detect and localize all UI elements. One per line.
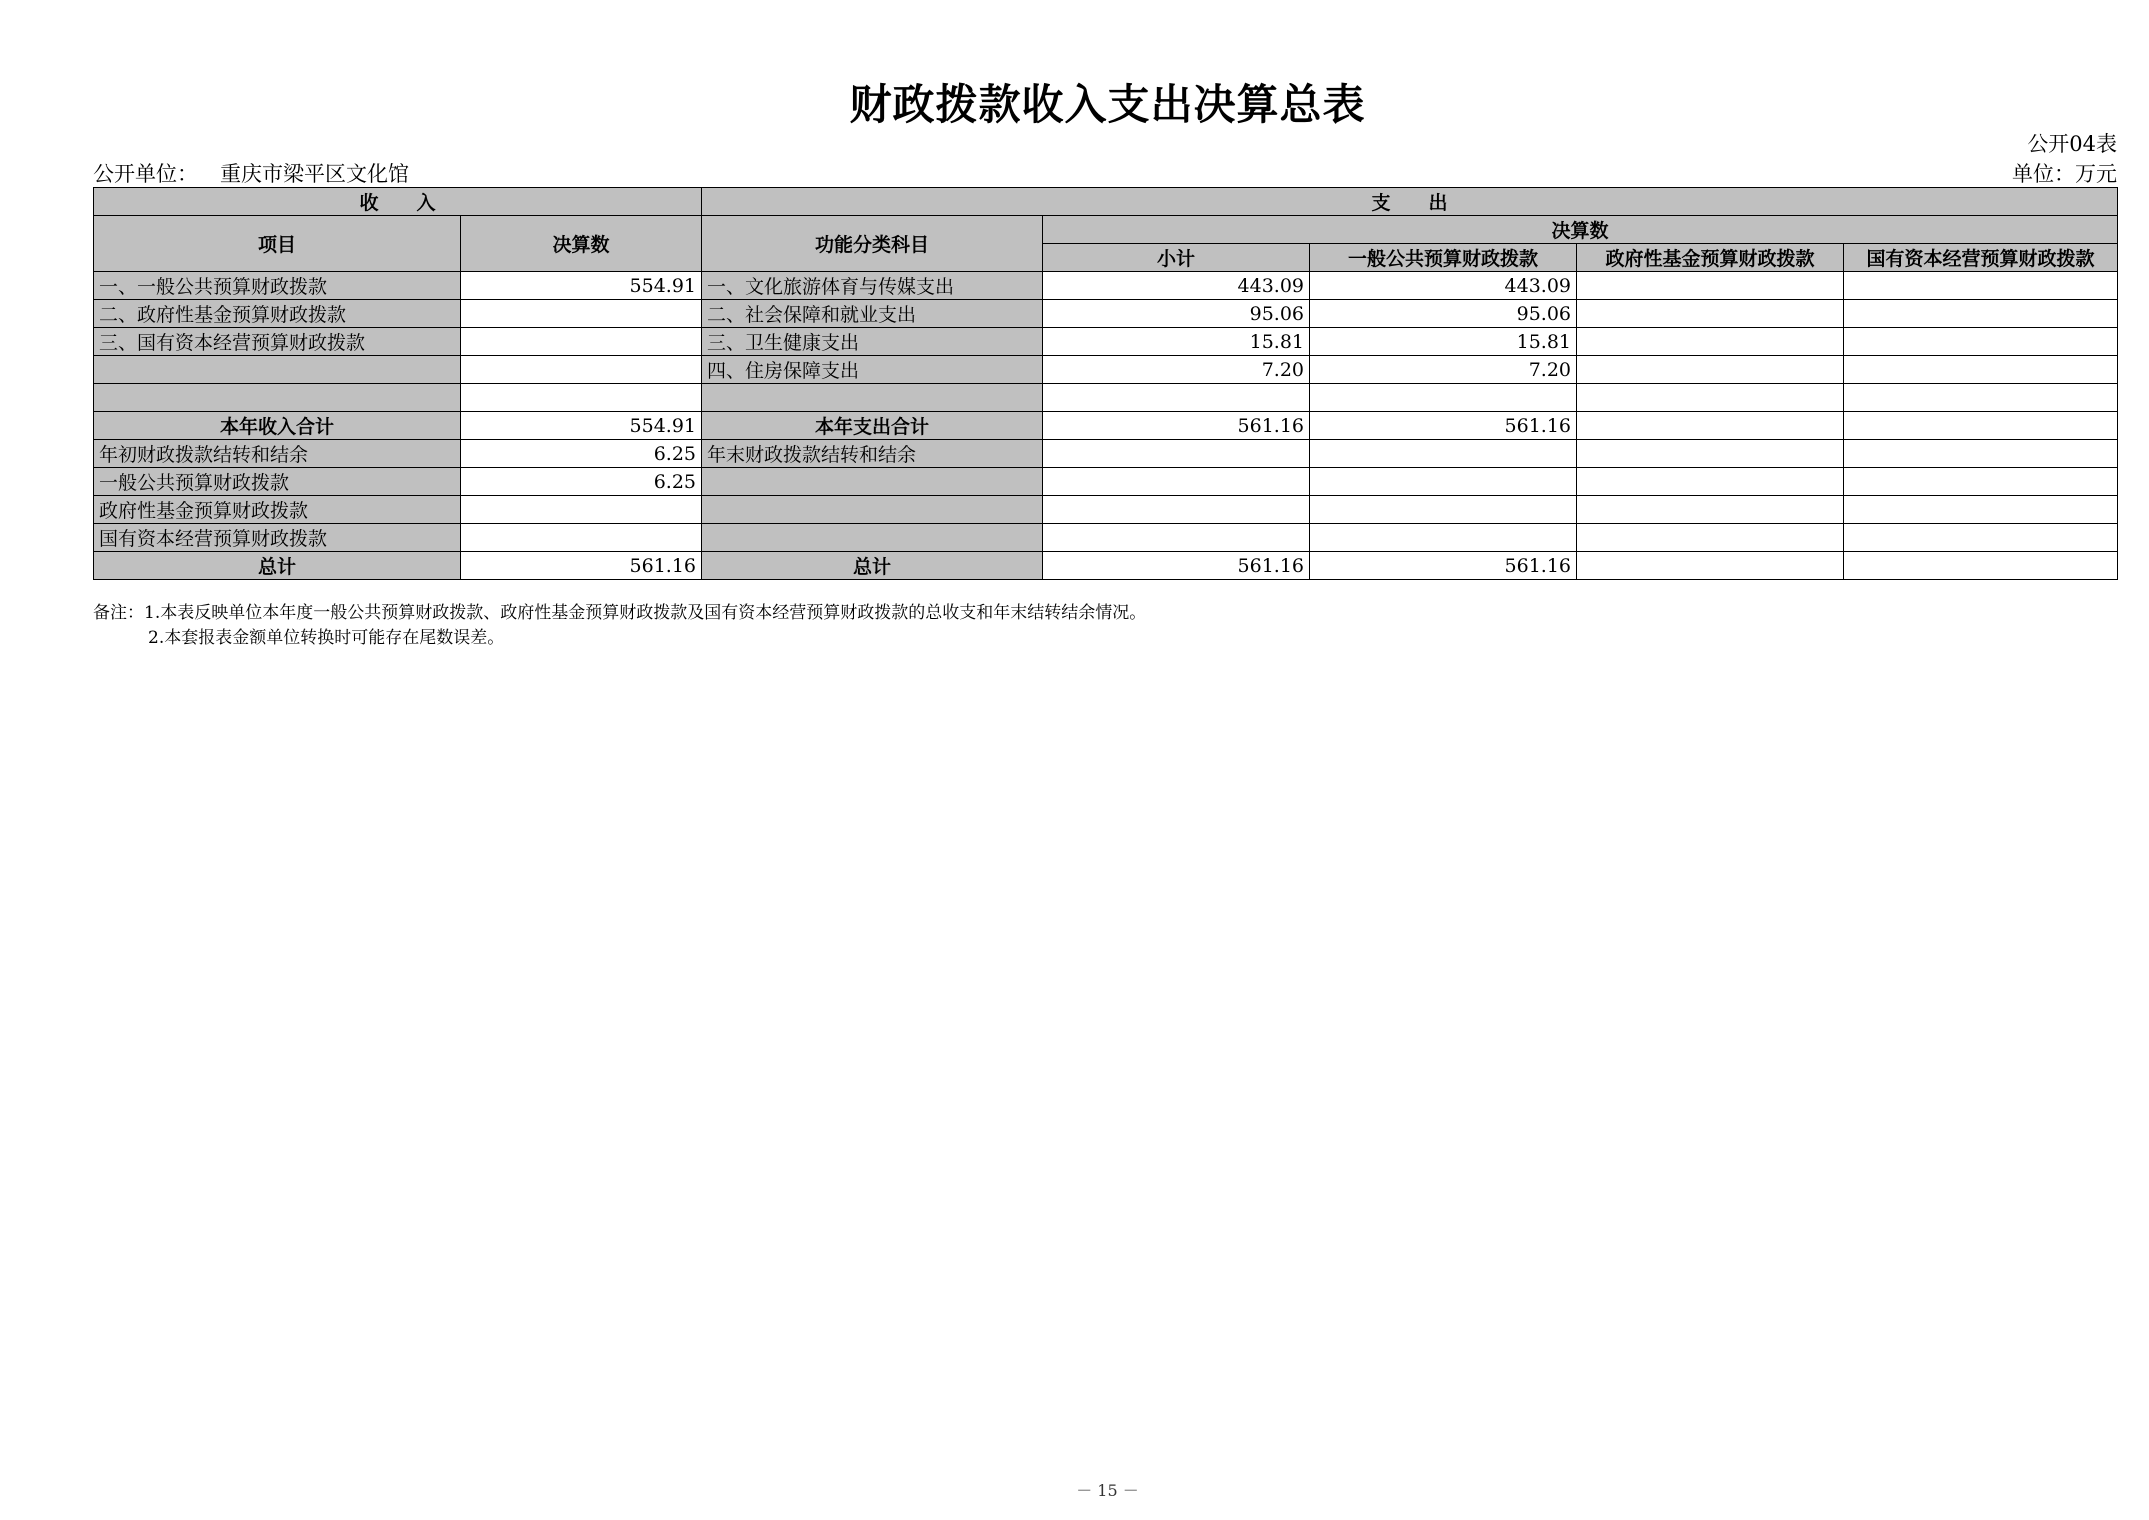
soe-capital-cell	[1844, 412, 2118, 440]
budget-table	[93, 187, 2118, 580]
subtotal-cell	[1043, 524, 1310, 552]
general-budget-cell	[1310, 384, 1577, 412]
form-number: 公开04表	[2027, 132, 2117, 156]
expense-item-cell	[702, 524, 1043, 552]
gov-fund-cell	[1577, 468, 1844, 496]
gov-fund-cell	[1577, 524, 1844, 552]
subtotal-cell: 7.20	[1043, 356, 1310, 384]
soe-capital-cell	[1844, 440, 2118, 468]
table-row	[94, 552, 2118, 580]
income-amount-header: 决算数	[461, 216, 702, 272]
gov-fund-cell	[1577, 272, 1844, 300]
table-row	[94, 468, 2118, 496]
income-item-cell: 三、国有资本经营预算财政拨款	[94, 328, 461, 356]
general-budget-cell: 443.09	[1310, 272, 1577, 300]
general-budget-cell: 7.20	[1310, 356, 1577, 384]
currency-unit: 单位：万元	[2012, 162, 2117, 186]
income-item-cell	[94, 384, 461, 412]
gov-fund-cell	[1577, 412, 1844, 440]
reporting-unit	[93, 158, 409, 188]
general-budget-cell	[1310, 440, 1577, 468]
general-budget-header: 一般公共预算财政拨款	[1310, 244, 1577, 272]
gov-fund-cell	[1577, 356, 1844, 384]
general-budget-cell: 561.16	[1310, 412, 1577, 440]
income-amount-cell	[461, 384, 702, 412]
income-item-cell: 国有资本经营预算财政拨款	[94, 524, 461, 552]
header-row-1	[94, 188, 2118, 216]
note-2: 2.本套报表金额单位转换时可能存在尾数误差。	[148, 628, 505, 648]
subtotal-cell	[1043, 384, 1310, 412]
income-amount-cell: 6.25	[461, 468, 702, 496]
notes	[93, 601, 1146, 651]
table-row	[94, 496, 2118, 524]
income-item-cell: 一、一般公共预算财政拨款	[94, 272, 461, 300]
income-amount-cell: 554.91	[461, 272, 702, 300]
expense-header: 支 出	[702, 188, 2118, 216]
general-budget-cell: 561.16	[1310, 552, 1577, 580]
subtotal-cell: 95.06	[1043, 300, 1310, 328]
gov-fund-cell	[1577, 552, 1844, 580]
soe-capital-cell	[1844, 496, 2118, 524]
expense-item-cell: 一、文化旅游体育与传媒支出	[702, 272, 1043, 300]
table-row	[94, 384, 2118, 412]
table-row	[94, 300, 2118, 328]
gov-fund-cell	[1577, 328, 1844, 356]
income-item-cell: 年初财政拨款结转和结余	[94, 440, 461, 468]
page-number: － 15 －	[1076, 1481, 1139, 1500]
income-amount-cell	[461, 300, 702, 328]
expense-item-cell	[702, 496, 1043, 524]
subtotal-header: 小计	[1043, 244, 1310, 272]
table-row	[94, 272, 2118, 300]
income-amount-cell: 6.25	[461, 440, 702, 468]
general-budget-cell: 15.81	[1310, 328, 1577, 356]
income-item-cell: 一般公共预算财政拨款	[94, 468, 461, 496]
organization-name: 重庆市梁平区文化馆	[220, 162, 409, 186]
expense-item-cell: 二、社会保障和就业支出	[702, 300, 1043, 328]
soe-capital-header: 国有资本经营预算财政拨款	[1844, 244, 2118, 272]
general-budget-cell	[1310, 468, 1577, 496]
income-amount-cell	[461, 524, 702, 552]
income-amount-cell	[461, 496, 702, 524]
soe-capital-cell	[1844, 328, 2118, 356]
subtotal-cell: 561.16	[1043, 412, 1310, 440]
unit-label: 公开单位：	[93, 162, 198, 186]
soe-capital-cell	[1844, 468, 2118, 496]
note-1: 备注：1.本表反映单位本年度一般公共预算财政拨款、政府性基金预算财政拨款及国有资本经营预算财政拨款的总收支和年末结转结余情况。	[93, 603, 1147, 623]
subtotal-cell: 15.81	[1043, 328, 1310, 356]
income-amount-cell	[461, 328, 702, 356]
subtotal-cell: 443.09	[1043, 272, 1310, 300]
income-amount-cell	[461, 356, 702, 384]
income-item-cell	[94, 356, 461, 384]
soe-capital-cell	[1844, 356, 2118, 384]
expense-item-cell	[702, 468, 1043, 496]
general-budget-cell	[1310, 524, 1577, 552]
expense-amount-header: 决算数	[1043, 216, 2118, 244]
gov-fund-header: 政府性基金预算财政拨款	[1577, 244, 1844, 272]
expense-item-cell: 三、卫生健康支出	[702, 328, 1043, 356]
gov-fund-cell	[1577, 440, 1844, 468]
income-item-cell: 本年收入合计	[94, 412, 461, 440]
gov-fund-cell	[1577, 300, 1844, 328]
gov-fund-cell	[1577, 496, 1844, 524]
income-header: 收 入	[94, 188, 702, 216]
income-amount-cell: 561.16	[461, 552, 702, 580]
soe-capital-cell	[1844, 552, 2118, 580]
item-header: 项目	[94, 216, 461, 272]
expense-item-cell: 本年支出合计	[702, 412, 1043, 440]
subtotal-cell	[1043, 496, 1310, 524]
general-budget-cell	[1310, 496, 1577, 524]
expense-item-cell: 年末财政拨款结转和结余	[702, 440, 1043, 468]
header-row-2	[94, 216, 2118, 244]
function-category-header: 功能分类科目	[702, 216, 1043, 272]
general-budget-cell: 95.06	[1310, 300, 1577, 328]
table-row	[94, 440, 2118, 468]
income-item-cell: 政府性基金预算财政拨款	[94, 496, 461, 524]
subtotal-cell	[1043, 440, 1310, 468]
subtotal-cell: 561.16	[1043, 552, 1310, 580]
income-item-cell: 总计	[94, 552, 461, 580]
soe-capital-cell	[1844, 300, 2118, 328]
income-amount-cell: 554.91	[461, 412, 702, 440]
subtotal-cell	[1043, 468, 1310, 496]
table-row	[94, 356, 2118, 384]
soe-capital-cell	[1844, 524, 2118, 552]
table-row	[94, 412, 2118, 440]
expense-item-cell	[702, 384, 1043, 412]
expense-item-cell: 总计	[702, 552, 1043, 580]
table-row	[94, 328, 2118, 356]
soe-capital-cell	[1844, 384, 2118, 412]
expense-item-cell: 四、住房保障支出	[702, 356, 1043, 384]
page-title: 财政拨款收入支出决算总表	[849, 80, 1366, 129]
table-row	[94, 524, 2118, 552]
gov-fund-cell	[1577, 384, 1844, 412]
income-item-cell: 二、政府性基金预算财政拨款	[94, 300, 461, 328]
soe-capital-cell	[1844, 272, 2118, 300]
